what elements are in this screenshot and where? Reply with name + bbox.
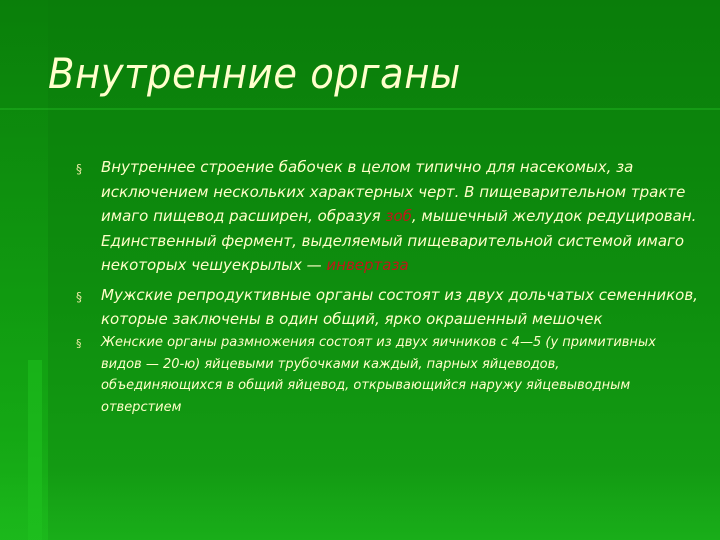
bullet-2-text (101, 283, 711, 331)
text-segment: объединяющихся в общий яйцевод, открывающийся наружу яйцевыводным (101, 378, 631, 393)
bullet-3-text (101, 332, 691, 418)
bullet-marker-icon: § (76, 337, 82, 350)
text-segment: Внутреннее строение бабочек в целом типично для насекомых, за (101, 158, 634, 176)
text-segment: , мышечный желудок редуцирован. (411, 207, 697, 225)
bullet-3-line-4 (101, 397, 691, 419)
bottom-decorative-glow (0, 470, 720, 540)
bullet-3-line-2 (101, 354, 691, 376)
text-segment: Мужские репродуктивные органы состоят из двух дольчатых семенников, (101, 286, 698, 304)
text-segment: которые заключены в один общий, ярко окрашенный мешочек (101, 310, 603, 328)
bullet-3-line-3 (101, 375, 691, 397)
text-segment: Женские органы размножения состоят из двух яичников с 4—5 (у примитивных (101, 335, 656, 350)
highlight-term-invertase: инвертаза (326, 256, 409, 274)
title-divider-line (0, 108, 720, 110)
text-segment: Единственный фермент, выделяемый пищеварительной системой имаго (101, 231, 685, 250)
bullet-1-line-2 (101, 180, 711, 205)
bullet-2-line-1 (101, 283, 711, 307)
bullet-1-line-3 (101, 204, 711, 229)
bullet-1-line-4 (101, 229, 711, 254)
bullet-marker-icon: § (76, 290, 82, 304)
bullet-marker-icon: § (76, 162, 82, 176)
bullet-1-text (101, 155, 711, 278)
slide-title: Внутренние органы (48, 49, 461, 98)
text-segment: отверстием (101, 399, 182, 415)
text-segment: видов — 20-ю) яйцевыми трубочками каждый, парных яйцеводов, (101, 356, 560, 372)
bullet-1-line-5 (101, 253, 711, 278)
text-segment: некоторых чешуекрылых — (101, 256, 327, 274)
bullet-1-line-1 (101, 155, 711, 180)
text-segment: исключением нескольких характерных черт. В пищеварительном тракте (101, 182, 686, 201)
highlight-term-crop: зоб (385, 207, 412, 225)
bullet-3-line-1 (101, 332, 691, 354)
text-segment: имаго пищевод расширен, образуя (101, 207, 386, 225)
bullet-2-line-2 (101, 307, 711, 331)
